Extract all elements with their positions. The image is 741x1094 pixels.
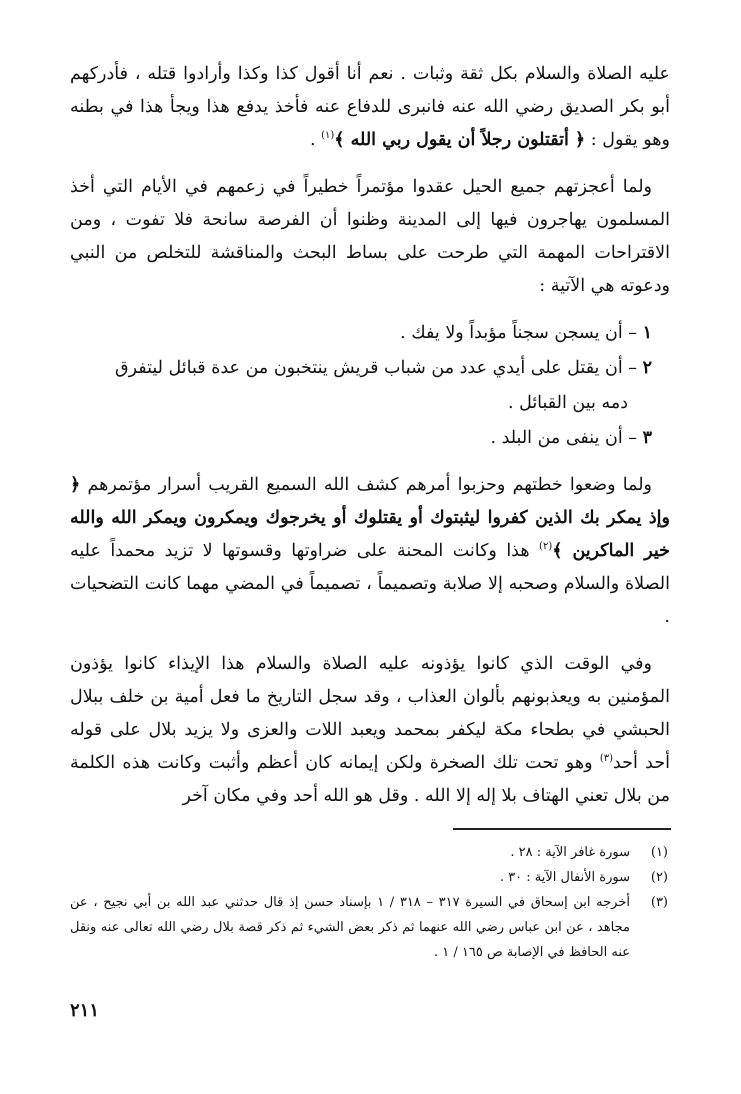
paragraph-4-text: ولما وضعوا خطتهم وحزبوا أمرهم كشف الله السميع القريب أسرار مؤتمرهم [87,475,652,495]
footnote-divider [453,828,671,830]
list-item [70,352,670,385]
list-number: ١ [642,323,652,343]
quran-quote-2: ﴿ وإذ يمكر بك الذين كفروا ليثبتوك أو يقتلوك أو يخرجوك ويمكرون ويمكر الله والله خير الماكرين ﴾ [70,475,670,561]
page-number: ٢١١ [70,1000,100,1021]
footnote-ref-2[interactable]: (٢) [539,541,553,553]
list-text: – أن يسجن سجناً مؤبداً ولا يفك . [400,323,643,343]
page-body [70,58,670,827]
footnote-ref-3[interactable]: (٣) [599,753,613,765]
footnotes [70,840,670,965]
paragraph-1 [70,58,670,157]
list-text: – أن يقتل على أيدي عدد من شباب قريش ينتخبون من عدة قبائل ليتفرق [115,358,643,378]
proposals-list [70,317,670,455]
footnote-number: (٣) [650,895,668,910]
list-item-continuation: دمه بين القبائل . [507,393,628,413]
paragraph-5 [70,648,670,813]
quran-quote-1: ﴿ أتقتلون رجلاً أن يقول ربي الله ﴾ [334,130,586,150]
footnote-text: أخرجه ابن إسحاق في السيرة ٣١٧ – ٣١٨ / ١ بإسناد حسن إذ قال حدثني عبد الله بن أبي نجيح ، عن مجاهد ، عن ابن عباس رضي الله عنهما ثم ذكر بعض الشيء ثم ذكر قصة بلال رضي الله تعالى عنه ونقل عنه الحافظ في الإصابة ص ١٦٥ / ١ . [70,895,631,960]
list-item [70,317,670,350]
footnote-number: (٢) [650,870,668,885]
list-number: ٢ [642,358,652,378]
paragraph-2: ولما أعجزتهم جميع الحيل عقدوا مؤتمراً خطيراً في زعمهم في الأيام التي أخذ المسلمون يهاجرون فيها إلى المدينة وظنوا أن الفرصة سانحة فلا تفوت ، ومن الاقتراحات المهمة التي طرحت على بساط البحث والمناقشة للتخلص من النبي ودعوته هي الآتية : [70,177,670,296]
list-item [70,422,670,455]
paragraph-4-text-2: هذا وكانت المحنة على ضراوتها وقسوتها لا تزيد محمداً عليه الصلاة والسلام وصحبه إلا صلابة وتصميماً ، تصميماً في المضي مهما كانت التضحيات . [70,541,670,627]
footnote-number: (١) [650,845,668,860]
list-number: ٣ [642,428,652,448]
footnote-item [70,890,670,965]
footnote-text: سورة غافر الآية : ٢٨ . [510,845,630,860]
paragraph-5-text: وفي الوقت الذي كانوا يؤذونه عليه الصلاة والسلام هذا الإيذاء كانوا يؤذون المؤمنين به ويعذبونهم بألوان العذاب ، وقد سجل التاريخ ما فعل أمية بن خلف ببلال الحبشي في بطحاء مكة ليكفر بمحمد ويعبد اللات والعزى ولا يزيد بلال على قوله أحد أحد [70,654,671,773]
list-text: – أن ينفى من البلد . [490,428,643,448]
footnote-text: سورة الأنفال الآية : ٣٠ . [499,870,630,885]
footnote-item [70,865,670,890]
paragraph-5-text-2: وهو تحت تلك الصخرة ولكن إيمانه كان أعظم وأثبت وكانت هذه الكلمة من بلال تعني الهتاف بلا إله إلا الله . وقل هو الله أحد وفي مكان آخر [70,753,670,806]
footnote-ref-1[interactable]: (١) [321,130,335,142]
footnote-item [70,840,670,865]
paragraph-1-end: . [309,130,322,150]
paragraph-4 [70,469,670,634]
paragraph-1-text: عليه الصلاة والسلام بكل ثقة وثبات . نعم أنا أقول كذا وكذا وأرادوا قتله ، فأدركهم أبو بكر الصديق رضي الله عنه فانبرى للدفاع عنه فأخذ يدفع هذا ويجأ هذا في بطنه وهو يقول : [70,64,670,150]
